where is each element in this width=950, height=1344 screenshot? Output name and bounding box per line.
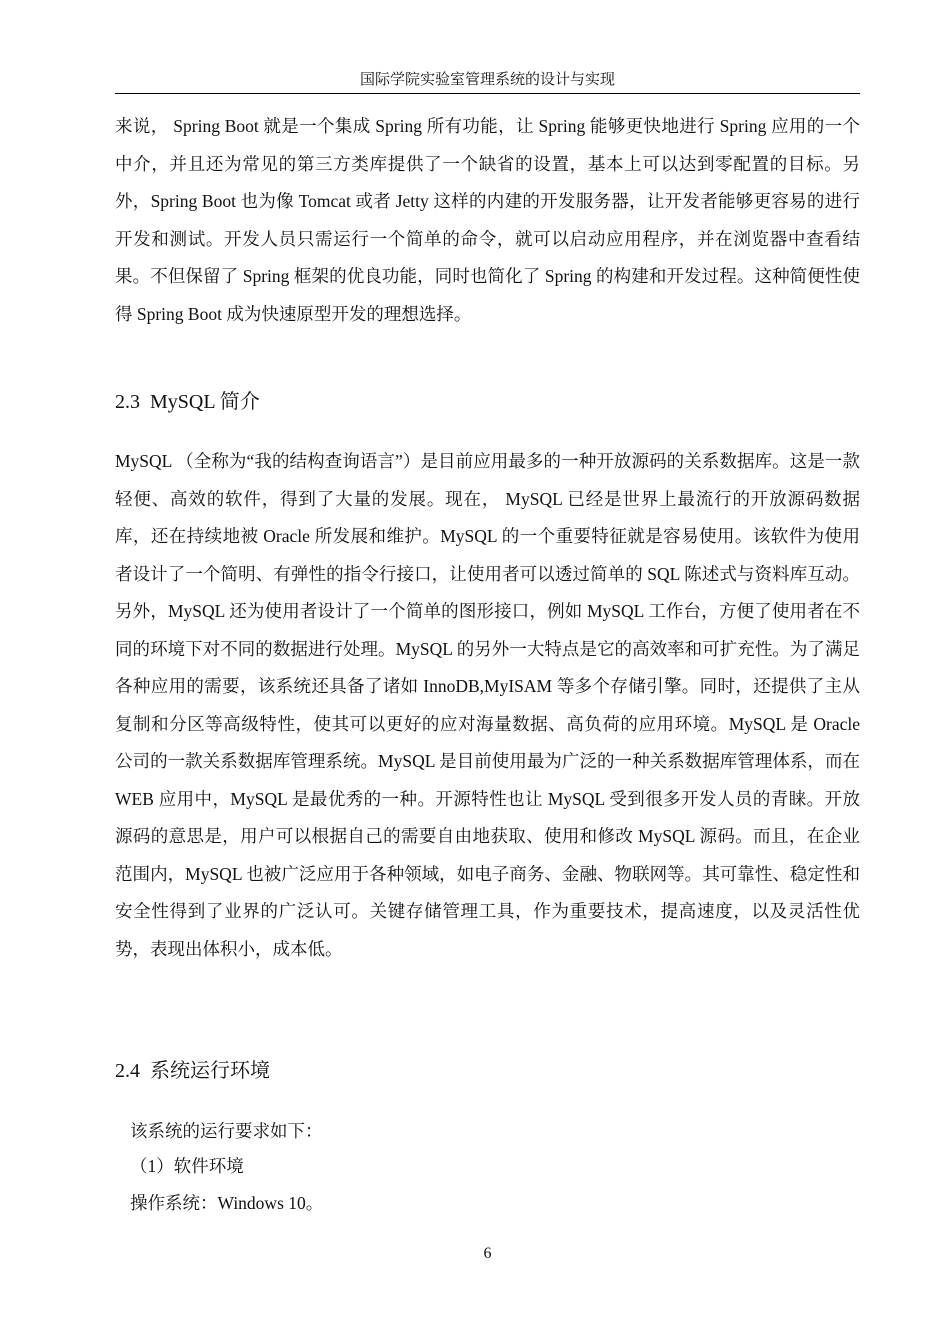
software-env-heading: （1）软件环境: [130, 1156, 244, 1176]
section-title: 系统运行环境: [150, 1060, 270, 1082]
section-title: MySQL 简介: [150, 391, 260, 413]
paragraph-spring-boot: 来说， Spring Boot 就是一个集成 Spring 所有功能，让 Spring 能够更快地进行 Spring 应用的一个中介，并且还为常见的第三方类库提供了一个缺省的设置，基本上可以达到零配置的目标。另外，Spring Boot 也为像 Tomcat 或者 Jetty 这样的内建的开发服务器，让开发者能够更容易的进行开发和测试。开发人员只需运行一个简单的命令，就可以启动应用程序，并在浏览器中查看结果。不但保留了 Spring 框架的优良功能，同时也简化了 Spring 的构建和开发过程。这种简便性使得 Spring Boot 成为快速原型开发的理想选择。: [115, 116, 860, 324]
running-header: 国际学院实验室管理系统的设计与实现: [359, 71, 615, 88]
section-heading-2-4: [115, 1057, 270, 1085]
section-heading-2-3: [115, 388, 260, 416]
paragraph-mysql: MySQL （全称为“我的结构查询语言”）是目前应用最多的一种开放源码的关系数据库。这是一款轻便、高效的软件，得到了大量的发展。现在， MySQL 已经是世界上最流行的开放源码数据库，还在持续地被 Oracle 所发展和维护。MySQL 的一个重要特征就是容易使用。该软件为使用者设计了一个简明、有弹性的指令行接口，让使用者可以透过简单的 SQL 陈述式与资料库互动。另外，MySQL 还为使用者设计了一个简单的图形接口，例如 MySQL 工作台，方便了使用者在不同的环境下对不同的数据进行处理。MySQL 的另外一大特点是它的高效率和可扩充性。为了满足各种应用的需要，该系统还具备了诸如 InnoDB,MyISAM 等多个存储引擎。同时，还提供了主从复制和分区等高级特性，使其可以更好的应对海量数据、高负荷的应用环境。MySQL 是 Oracle 公司的一款关系数据库管理系统。MySQL 是目前使用最为广泛的一种关系数据库管理体系，而在 WEB 应用中，MySQL 是最优秀的一种。开源特性也让 MySQL 受到很多开发人员的青睐。开放源码的意思是，用户可以根据自己的需要自由地获取、使用和修改 MySQL 源码。而且，在企业范围内，MySQL 也被广泛应用于各种领域，如电子商务、金融、物联网等。其可靠性、稳定性和安全性得到了业界的广泛认可。关键存储管理工具，作为重要技术，提高速度，以及灵活性优势，表现出体积小，成本低。: [115, 451, 860, 959]
page-number: 6: [483, 1245, 492, 1262]
header-divider: [115, 93, 860, 94]
env-intro: 该系统的运行要求如下：: [130, 1121, 323, 1141]
os-requirement: 操作系统：Windows 10。: [130, 1193, 324, 1213]
section-number: 2.4: [115, 1060, 140, 1082]
section-number: 2.3: [115, 391, 140, 413]
